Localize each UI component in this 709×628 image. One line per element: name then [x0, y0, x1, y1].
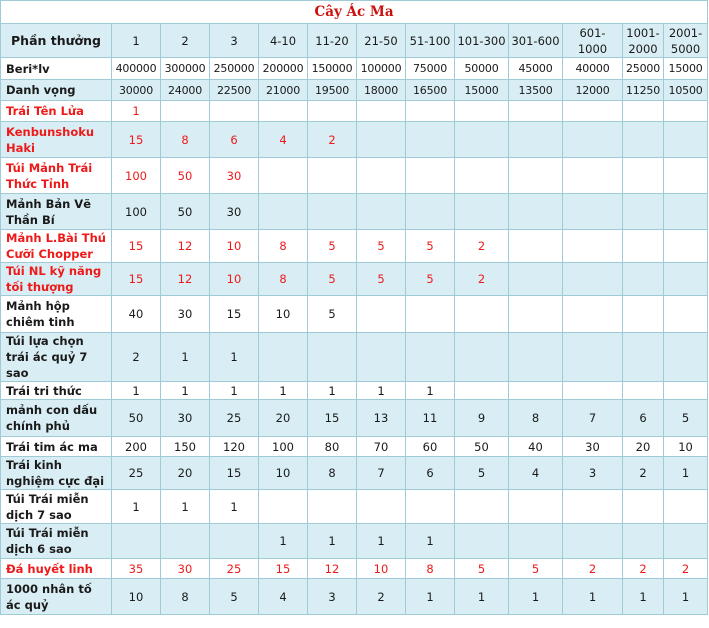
- reward-amount-cell: [563, 230, 623, 263]
- reward-amount-cell: [563, 296, 623, 333]
- reward-amount-cell: 8: [161, 122, 210, 158]
- reward-amount-cell: 15000: [455, 80, 509, 101]
- rank-column-header: 301-600: [509, 24, 563, 58]
- header-row: [1, 24, 708, 58]
- reward-amount-cell: 5: [308, 230, 357, 263]
- reward-amount-cell: [563, 333, 623, 382]
- reward-amount-cell: 50: [455, 437, 509, 457]
- reward-amount-cell: [623, 194, 664, 230]
- reward-amount-cell: 2: [455, 230, 509, 263]
- reward-amount-cell: 4: [509, 457, 563, 490]
- table-row: [1, 230, 708, 263]
- reward-amount-cell: 5: [406, 230, 455, 263]
- reward-amount-cell: 15: [210, 457, 259, 490]
- reward-amount-cell: [623, 490, 664, 524]
- reward-amount-cell: 1: [357, 382, 406, 400]
- table-row: [1, 524, 708, 559]
- reward-amount-cell: 16500: [406, 80, 455, 101]
- reward-amount-cell: [563, 158, 623, 194]
- reward-amount-cell: [210, 524, 259, 559]
- table-row: [1, 559, 708, 579]
- reward-amount-cell: 24000: [161, 80, 210, 101]
- reward-amount-cell: [664, 101, 708, 122]
- reward-name: Trái tri thức: [1, 382, 112, 400]
- reward-amount-cell: 1: [509, 579, 563, 615]
- reward-amount-cell: [563, 490, 623, 524]
- reward-amount-cell: [509, 263, 563, 296]
- rank-column-header: 11-20: [308, 24, 357, 58]
- reward-name: Trái tim ác ma: [1, 437, 112, 457]
- table-row: [1, 158, 708, 194]
- reward-amount-cell: [563, 263, 623, 296]
- table-row: [1, 490, 708, 524]
- reward-amount-cell: [563, 194, 623, 230]
- reward-amount-cell: 5: [308, 296, 357, 333]
- reward-amount-cell: [308, 158, 357, 194]
- table-row: [1, 296, 708, 333]
- reward-amount-cell: 6: [623, 400, 664, 437]
- reward-amount-cell: 12000: [563, 80, 623, 101]
- table-row: [1, 80, 708, 101]
- reward-amount-cell: 70: [357, 437, 406, 457]
- reward-amount-cell: 2: [623, 457, 664, 490]
- reward-amount-cell: 12: [308, 559, 357, 579]
- reward-amount-cell: 100000: [357, 58, 406, 80]
- reward-amount-cell: [664, 158, 708, 194]
- reward-amount-cell: 8: [308, 457, 357, 490]
- reward-amount-cell: 2: [623, 559, 664, 579]
- reward-amount-cell: 12: [161, 230, 210, 263]
- reward-amount-cell: 80: [308, 437, 357, 457]
- reward-amount-cell: 100: [259, 437, 308, 457]
- table-row: [1, 333, 708, 382]
- reward-amount-cell: 5: [210, 579, 259, 615]
- reward-amount-cell: [406, 158, 455, 194]
- reward-name: Mảnh L.Bài Thú Cưỡi Chopper: [1, 230, 112, 263]
- reward-amount-cell: 8: [161, 579, 210, 615]
- reward-amount-cell: 5: [664, 400, 708, 437]
- reward-amount-cell: [357, 101, 406, 122]
- table-row: [1, 58, 708, 80]
- reward-amount-cell: 50: [161, 158, 210, 194]
- rank-column-header: 4-10: [259, 24, 308, 58]
- reward-amount-cell: [509, 158, 563, 194]
- reward-amount-cell: 1: [112, 101, 161, 122]
- header-label: Phần thưởng: [1, 24, 112, 58]
- reward-amount-cell: [623, 524, 664, 559]
- reward-name: Đá huyết linh: [1, 559, 112, 579]
- reward-amount-cell: [623, 158, 664, 194]
- reward-amount-cell: [664, 382, 708, 400]
- reward-amount-cell: 300000: [161, 58, 210, 80]
- reward-amount-cell: 1: [664, 457, 708, 490]
- reward-amount-cell: 30: [161, 296, 210, 333]
- reward-amount-cell: 60: [406, 437, 455, 457]
- reward-amount-cell: [210, 101, 259, 122]
- reward-amount-cell: [563, 524, 623, 559]
- reward-amount-cell: 1: [308, 524, 357, 559]
- reward-amount-cell: 1: [210, 490, 259, 524]
- reward-amount-cell: 13500: [509, 80, 563, 101]
- reward-amount-cell: 22500: [210, 80, 259, 101]
- reward-amount-cell: 2: [664, 559, 708, 579]
- reward-amount-cell: [259, 194, 308, 230]
- reward-name: Túi Mảnh Trái Thức Tỉnh: [1, 158, 112, 194]
- reward-amount-cell: 1: [112, 382, 161, 400]
- reward-amount-cell: [664, 490, 708, 524]
- reward-amount-cell: [406, 194, 455, 230]
- reward-amount-cell: 1: [406, 579, 455, 615]
- reward-amount-cell: [455, 524, 509, 559]
- reward-amount-cell: 25: [210, 559, 259, 579]
- reward-amount-cell: [623, 296, 664, 333]
- reward-amount-cell: [406, 333, 455, 382]
- reward-amount-cell: 3: [308, 579, 357, 615]
- rank-column-header: 3: [210, 24, 259, 58]
- reward-amount-cell: [509, 122, 563, 158]
- reward-amount-cell: 100: [112, 194, 161, 230]
- reward-amount-cell: [509, 490, 563, 524]
- reward-amount-cell: 50000: [455, 58, 509, 80]
- reward-amount-cell: [623, 382, 664, 400]
- reward-amount-cell: 10: [664, 437, 708, 457]
- reward-amount-cell: 1: [210, 333, 259, 382]
- table-row: [1, 382, 708, 400]
- reward-amount-cell: [563, 101, 623, 122]
- reward-amount-cell: 13: [357, 400, 406, 437]
- reward-amount-cell: [623, 230, 664, 263]
- reward-amount-cell: [623, 333, 664, 382]
- reward-amount-cell: [664, 333, 708, 382]
- reward-amount-cell: 10: [210, 230, 259, 263]
- reward-amount-cell: 15: [210, 296, 259, 333]
- reward-amount-cell: [664, 263, 708, 296]
- table-title: Cây Ác Ma: [1, 1, 708, 24]
- reward-amount-cell: [308, 333, 357, 382]
- reward-amount-cell: [509, 382, 563, 400]
- reward-amount-cell: 20: [161, 457, 210, 490]
- reward-amount-cell: 50: [112, 400, 161, 437]
- table-row: [1, 457, 708, 490]
- reward-amount-cell: 8: [406, 559, 455, 579]
- reward-amount-cell: [406, 490, 455, 524]
- reward-amount-cell: [112, 524, 161, 559]
- reward-amount-cell: 25: [210, 400, 259, 437]
- reward-amount-cell: 11250: [623, 80, 664, 101]
- reward-amount-cell: 30: [210, 158, 259, 194]
- reward-name: 1000 nhân tố ác quỷ: [1, 579, 112, 615]
- table-row: [1, 101, 708, 122]
- reward-amount-cell: 150: [161, 437, 210, 457]
- reward-amount-cell: 250000: [210, 58, 259, 80]
- reward-amount-cell: [406, 101, 455, 122]
- reward-amount-cell: [455, 122, 509, 158]
- reward-amount-cell: [357, 490, 406, 524]
- reward-amount-cell: 1: [406, 382, 455, 400]
- reward-amount-cell: 1: [112, 490, 161, 524]
- reward-amount-cell: 8: [259, 230, 308, 263]
- reward-name: Beri*lv: [1, 58, 112, 80]
- reward-amount-cell: 12: [161, 263, 210, 296]
- reward-amount-cell: 10: [259, 457, 308, 490]
- reward-amount-cell: 35: [112, 559, 161, 579]
- reward-amount-cell: [308, 490, 357, 524]
- reward-amount-cell: 1: [623, 579, 664, 615]
- rank-column-header: 601-1000: [563, 24, 623, 58]
- reward-amount-cell: 25000: [623, 58, 664, 80]
- reward-name: Túi NL kỹ năng tối thượng: [1, 263, 112, 296]
- reward-name: Kenbunshoku Haki: [1, 122, 112, 158]
- reward-amount-cell: 1: [161, 382, 210, 400]
- reward-amount-cell: 400000: [112, 58, 161, 80]
- reward-amount-cell: 3: [563, 457, 623, 490]
- reward-amount-cell: 30: [161, 400, 210, 437]
- reward-name: mảnh con dấu chính phủ: [1, 400, 112, 437]
- reward-amount-cell: 5: [509, 559, 563, 579]
- reward-amount-cell: [357, 158, 406, 194]
- reward-amount-cell: [563, 122, 623, 158]
- reward-amount-cell: [308, 194, 357, 230]
- reward-amount-cell: 2: [357, 579, 406, 615]
- reward-amount-cell: [455, 382, 509, 400]
- reward-amount-cell: 4: [259, 579, 308, 615]
- reward-amount-cell: 15: [112, 122, 161, 158]
- reward-amount-cell: 15: [308, 400, 357, 437]
- reward-amount-cell: [623, 263, 664, 296]
- rank-column-header: 21-50: [357, 24, 406, 58]
- rank-column-header: 2: [161, 24, 210, 58]
- rank-column-header: 51-100: [406, 24, 455, 58]
- reward-name: Túi Trái miễn dịch 6 sao: [1, 524, 112, 559]
- reward-amount-cell: 7: [563, 400, 623, 437]
- reward-amount-cell: 2: [455, 263, 509, 296]
- reward-amount-cell: [455, 490, 509, 524]
- reward-name: Mảnh hộp chiêm tinh: [1, 296, 112, 333]
- reward-amount-cell: [455, 333, 509, 382]
- table-row: [1, 194, 708, 230]
- reward-amount-cell: [664, 230, 708, 263]
- reward-amount-cell: [259, 333, 308, 382]
- reward-amount-cell: 1: [161, 490, 210, 524]
- reward-name: Mảnh Bản Vẽ Thần Bí: [1, 194, 112, 230]
- reward-amount-cell: 75000: [406, 58, 455, 80]
- reward-amount-cell: 5: [455, 559, 509, 579]
- reward-amount-cell: 30: [210, 194, 259, 230]
- reward-amount-cell: 1: [210, 382, 259, 400]
- reward-amount-cell: 20: [623, 437, 664, 457]
- reward-name: Trái kinh nghiệm cực đại: [1, 457, 112, 490]
- reward-amount-cell: [308, 101, 357, 122]
- reward-amount-cell: 20: [259, 400, 308, 437]
- reward-amount-cell: 5: [357, 263, 406, 296]
- reward-amount-cell: 15: [112, 230, 161, 263]
- reward-amount-cell: [509, 230, 563, 263]
- reward-amount-cell: 19500: [308, 80, 357, 101]
- reward-amount-cell: 8: [509, 400, 563, 437]
- reward-amount-cell: 100: [112, 158, 161, 194]
- reward-amount-cell: [455, 158, 509, 194]
- reward-amount-cell: 1: [563, 579, 623, 615]
- reward-amount-cell: 5: [357, 230, 406, 263]
- reward-amount-cell: 15: [112, 263, 161, 296]
- reward-amount-cell: 30000: [112, 80, 161, 101]
- reward-name: Trái Tên Lửa: [1, 101, 112, 122]
- reward-amount-cell: [406, 122, 455, 158]
- rank-column-header: 1: [112, 24, 161, 58]
- reward-amount-cell: 9: [455, 400, 509, 437]
- reward-amount-cell: 40000: [563, 58, 623, 80]
- table-row: [1, 400, 708, 437]
- reward-amount-cell: 200: [112, 437, 161, 457]
- reward-amount-cell: 50: [161, 194, 210, 230]
- reward-amount-cell: 1: [259, 382, 308, 400]
- reward-amount-cell: 15: [259, 559, 308, 579]
- reward-amount-cell: [455, 101, 509, 122]
- reward-amount-cell: 30: [161, 559, 210, 579]
- reward-amount-cell: [664, 296, 708, 333]
- reward-amount-cell: [509, 333, 563, 382]
- rank-column-header: 2001-5000: [664, 24, 708, 58]
- reward-amount-cell: 10: [357, 559, 406, 579]
- reward-amount-cell: 21000: [259, 80, 308, 101]
- reward-amount-cell: 5: [308, 263, 357, 296]
- reward-amount-cell: [357, 296, 406, 333]
- reward-name: Túi Trái miễn dịch 7 sao: [1, 490, 112, 524]
- reward-amount-cell: 6: [210, 122, 259, 158]
- reward-amount-cell: [455, 296, 509, 333]
- reward-amount-cell: 1: [259, 524, 308, 559]
- reward-amount-cell: [623, 122, 664, 158]
- reward-amount-cell: 120: [210, 437, 259, 457]
- reward-name: Danh vọng: [1, 80, 112, 101]
- reward-amount-cell: 2: [563, 559, 623, 579]
- reward-amount-cell: [509, 101, 563, 122]
- reward-amount-cell: [509, 194, 563, 230]
- reward-amount-cell: [509, 524, 563, 559]
- reward-amount-cell: [259, 158, 308, 194]
- reward-amount-cell: 8: [259, 263, 308, 296]
- reward-amount-cell: 2: [308, 122, 357, 158]
- reward-amount-cell: 45000: [509, 58, 563, 80]
- reward-amount-cell: 11: [406, 400, 455, 437]
- table-row: [1, 263, 708, 296]
- reward-amount-cell: [563, 382, 623, 400]
- reward-amount-cell: [259, 490, 308, 524]
- reward-amount-cell: [357, 122, 406, 158]
- reward-amount-cell: [259, 101, 308, 122]
- reward-amount-cell: [623, 101, 664, 122]
- table-row: [1, 579, 708, 615]
- reward-amount-cell: 6: [406, 457, 455, 490]
- reward-amount-cell: [455, 194, 509, 230]
- reward-amount-cell: 40: [509, 437, 563, 457]
- rank-column-header: 1001-2000: [623, 24, 664, 58]
- reward-amount-cell: 15000: [664, 58, 708, 80]
- reward-amount-cell: 5: [455, 457, 509, 490]
- reward-amount-cell: 10: [210, 263, 259, 296]
- reward-amount-cell: 7: [357, 457, 406, 490]
- reward-amount-cell: 30: [563, 437, 623, 457]
- reward-amount-cell: 10: [259, 296, 308, 333]
- reward-amount-cell: 1: [357, 524, 406, 559]
- reward-amount-cell: 1: [664, 579, 708, 615]
- reward-amount-cell: 1: [455, 579, 509, 615]
- rank-column-header: 101-300: [455, 24, 509, 58]
- reward-amount-cell: 10500: [664, 80, 708, 101]
- reward-amount-cell: [664, 524, 708, 559]
- reward-amount-cell: 200000: [259, 58, 308, 80]
- reward-amount-cell: [161, 524, 210, 559]
- reward-amount-cell: [664, 122, 708, 158]
- reward-amount-cell: 150000: [308, 58, 357, 80]
- reward-amount-cell: [509, 296, 563, 333]
- reward-amount-cell: [357, 333, 406, 382]
- reward-amount-cell: [161, 101, 210, 122]
- reward-name: Túi lựa chọn trái ác quỷ 7 sao: [1, 333, 112, 382]
- reward-amount-cell: 5: [406, 263, 455, 296]
- reward-amount-cell: [664, 194, 708, 230]
- reward-amount-cell: 1: [406, 524, 455, 559]
- reward-amount-cell: 1: [161, 333, 210, 382]
- reward-amount-cell: 1: [308, 382, 357, 400]
- reward-amount-cell: 10: [112, 579, 161, 615]
- reward-amount-cell: [406, 296, 455, 333]
- reward-amount-cell: 2: [112, 333, 161, 382]
- table-row: [1, 122, 708, 158]
- reward-amount-cell: 4: [259, 122, 308, 158]
- reward-amount-cell: 40: [112, 296, 161, 333]
- reward-amount-cell: 18000: [357, 80, 406, 101]
- table-row: [1, 437, 708, 457]
- reward-amount-cell: 25: [112, 457, 161, 490]
- reward-amount-cell: [357, 194, 406, 230]
